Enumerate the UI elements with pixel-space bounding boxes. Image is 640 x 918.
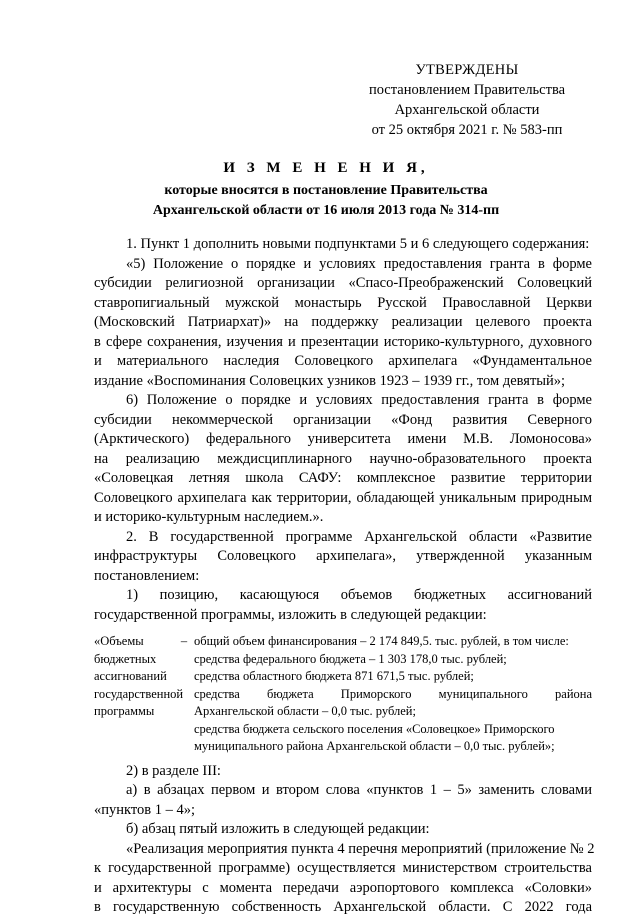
subtitle-line: Архангельской области от 16 июля 2013 года № 314-пп <box>152 203 500 218</box>
paragraph-line: 1) позицию, касающуюся объемов бюджетных ассигнований <box>126 587 592 603</box>
paragraph-line: 6) Положение о порядке и условиях предоставления гранта в форме <box>126 392 592 408</box>
paragraph-line: государственной программы, изложить в следующей редакции: <box>94 606 487 623</box>
paragraph-line: инфраструктуры Соловецкого архипелага», утвержденной указанным <box>94 548 592 564</box>
paragraph-line: ставропигиальный мужской монастырь Русской Православной Церкви <box>94 294 592 311</box>
paragraph-line: на реализацию междисциплинарного научно-образовательного проекта <box>94 450 592 467</box>
paragraph-line: 1. Пункт 1 дополнить новыми подпунктами 5 и 6 следующего содержания: <box>126 236 590 252</box>
table-label-line: «Объемы <box>94 634 144 648</box>
budget-table-label <box>94 633 184 756</box>
document-subtitle <box>60 181 592 221</box>
table-value-line: средства бюджета сельского поселения «Соловецкое» Приморского <box>194 721 555 736</box>
table-label-line: государственной <box>94 686 184 701</box>
paragraph-line: к государственной программе) осуществляется министерством строительства <box>94 860 592 876</box>
paragraph-line: (Арктического) федерального университета имени М.В. Ломоносова» <box>94 431 592 447</box>
approval-line: Архангельской области <box>394 102 540 118</box>
table-value-line: средства федерального бюджета – 1 303 178,0 тыс. рублей; <box>194 651 507 666</box>
paragraph-line: субсидии некоммерческой организации «Фонд развития Северного <box>94 411 592 428</box>
paragraph-line: а) в абзацах первом и втором слова «пунктов 1 – 5» заменить словами <box>126 782 592 798</box>
table-label-line: бюджетных <box>94 651 157 666</box>
document-title: И З М Е Н Е Н И Я, <box>223 160 429 176</box>
paragraph-line: «пунктов 1 – 4»; <box>94 801 196 818</box>
paragraph-line: и историко-культурным наследием.». <box>94 509 324 525</box>
paragraph-line: в государственную собственность Архангельской области. С 2022 года <box>94 899 592 915</box>
paragraph-line: (Московский Патриархат)» на поддержку реализации целевого проекта <box>94 314 592 330</box>
paragraph-line: 2. В государственной программе Архангельской области «Развитие <box>126 528 592 545</box>
approval-heading: УТВЕРЖДЕНЫ <box>415 62 519 78</box>
approval-block <box>352 60 582 140</box>
approval-line: постановлением Правительства <box>368 82 566 98</box>
approval-line: от 25 октября 2021 г. № 583-пп <box>371 122 563 138</box>
table-value-line: средства областного бюджета 871 671,5 тыс. рублей; <box>194 669 474 683</box>
table-value-line: муниципального района Архангельской области – 0,0 тыс. рублей»; <box>194 739 555 753</box>
paragraph-line: и материального наследия Соловецкого архипелага «Фундаментальное <box>94 353 592 369</box>
table-value-line: общий объем финансирования – 2 174 849,5. тыс. рублей, в том числе: <box>194 634 569 648</box>
paragraph-line: «Соловецкая летняя школа САФУ: комплексное развитие территории <box>94 470 592 486</box>
paragraph-line: «Реализация мероприятия пункта 4 перечня мероприятий (приложение № 2 <box>126 840 595 857</box>
table-label-line: ассигнований <box>94 669 167 683</box>
budget-table-values <box>194 633 592 756</box>
paragraph-line: субсидии религиозной организации «Спасо-Преображенский Соловецкий <box>94 275 592 291</box>
budget-table <box>94 633 592 756</box>
table-value-line: средства бюджета Приморского муниципального района <box>194 686 592 701</box>
paragraph-line: постановлением: <box>94 567 200 584</box>
document-body <box>94 235 595 918</box>
paragraph-line: Соловецкого архипелага как территории, обладающей уникальным природным <box>94 489 592 506</box>
paragraph-line: в сфере сохранения, изучения и презентации историко-культурного, духовного <box>94 333 592 350</box>
paragraph-line: и архитектуры с момента передачи аэропортового комплекса «Соловки» <box>94 879 592 896</box>
table-dash: – <box>180 634 188 648</box>
paragraph-line: издание «Воспоминания Соловецких узников 1923 – 1939 гг., том девятый»; <box>94 372 566 389</box>
paragraph-line: б) абзац пятый изложить в следующей редакции: <box>126 821 430 837</box>
table-label-line: программы <box>94 704 155 718</box>
paragraph-line: 2) в разделе III: <box>126 762 221 779</box>
subtitle-line: которые вносятся в постановление Правительства <box>164 183 488 198</box>
table-value-line: Архангельской области – 0,0 тыс. рублей; <box>194 704 416 718</box>
paragraph-line: «5) Положение о порядке и условиях предоставления гранта в форме <box>126 255 592 272</box>
